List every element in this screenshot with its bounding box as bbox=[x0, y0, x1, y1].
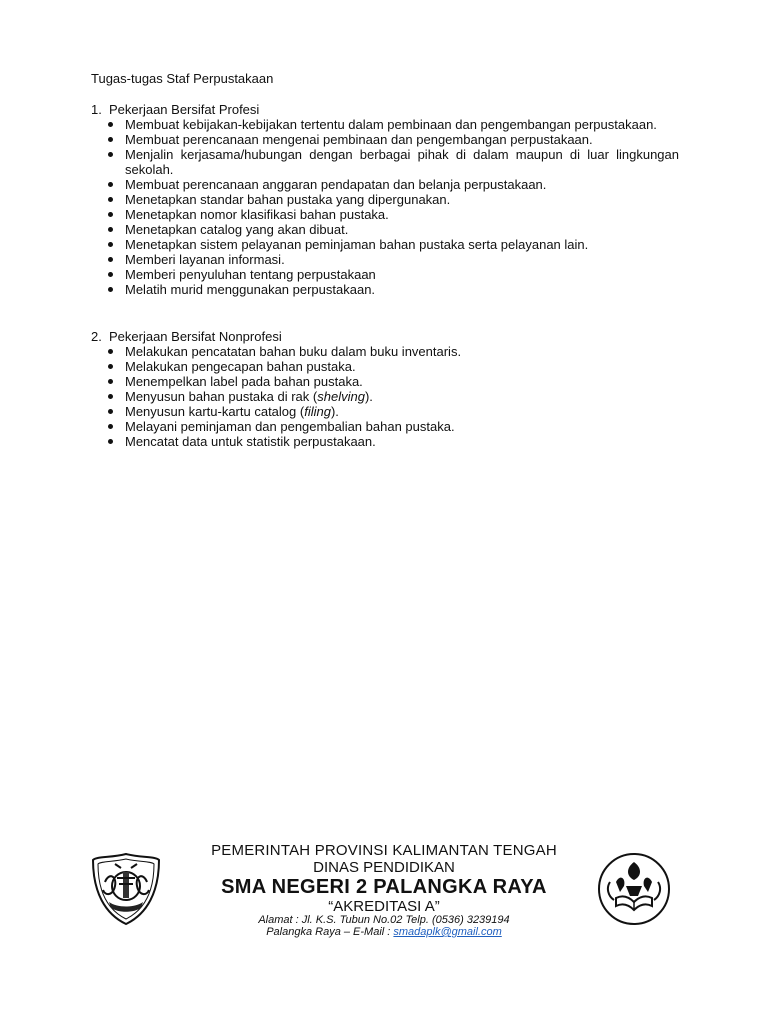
list-item: Mencatat data untuk statistik perpustakaan. bbox=[91, 434, 679, 449]
list-item: Menyusun bahan pustaka di rak (shelving). bbox=[91, 389, 679, 404]
letterhead-contact bbox=[172, 926, 596, 938]
letterhead-agency: DINAS PENDIDIKAN bbox=[313, 859, 455, 876]
letterhead-accreditation: “AKREDITASI A” bbox=[328, 898, 440, 915]
list-item: Memberi penyuluhan tentang perpustakaan bbox=[91, 267, 679, 282]
school-letterhead bbox=[0, 836, 768, 946]
bullet-list bbox=[91, 117, 679, 297]
list-item: Menetapkan nomor klasifikasi bahan pustaka. bbox=[91, 207, 679, 222]
list-item: Melatih murid menggunakan perpustakaan. bbox=[91, 282, 679, 297]
list-item: Membuat kebijakan-kebijakan tertentu dalam pembinaan dan pengembangan perpustakaan. bbox=[91, 117, 679, 132]
list-item: Membuat perencanaan mengenai pembinaan dan pengembangan perpustakaan. bbox=[91, 132, 679, 147]
list-item: Melakukan pengecapan bahan pustaka. bbox=[91, 359, 679, 374]
letterhead-address: Alamat : Jl. K.S. Tubun No.02 Telp. (0536) 3239194 bbox=[258, 914, 510, 926]
section-heading bbox=[91, 329, 679, 344]
list-item: Melakukan pencatatan bahan buku dalam buku inventaris. bbox=[91, 344, 679, 359]
document-title: Tugas-tugas Staf Perpustakaan bbox=[91, 71, 274, 86]
section-heading bbox=[91, 102, 679, 117]
list-item: Memberi layanan informasi. bbox=[91, 252, 679, 267]
list-item: Menempelkan label pada bahan pustaka. bbox=[91, 374, 679, 389]
letterhead-province: PEMERINTAH PROVINSI KALIMANTAN TENGAH bbox=[211, 842, 557, 859]
section-number: 1. bbox=[91, 102, 102, 117]
section-heading-text: Pekerjaan Bersifat Profesi bbox=[109, 102, 260, 117]
email-link[interactable]: smadaplk@gmail.com bbox=[393, 926, 502, 938]
tut-wuri-handayani-icon bbox=[596, 852, 672, 926]
section-number: 2. bbox=[91, 329, 102, 344]
list-item: Menetapkan catalog yang akan dibuat. bbox=[91, 222, 679, 237]
provincial-emblem-icon bbox=[91, 852, 161, 926]
emphasis-term: filing bbox=[304, 404, 331, 419]
list-item: Menetapkan standar bahan pustaka yang dipergunakan. bbox=[91, 192, 679, 207]
section-nonprofesi bbox=[91, 329, 679, 449]
letterhead-school-name: SMA NEGERI 2 PALANGKA RAYA bbox=[221, 876, 547, 898]
section-profesi bbox=[91, 102, 679, 297]
emphasis-term: shelving bbox=[317, 389, 365, 404]
letterhead-city-email-label: Palangka Raya – E-Mail : bbox=[266, 926, 394, 938]
section-heading-text: Pekerjaan Bersifat Nonprofesi bbox=[109, 329, 282, 344]
list-item: Menjalin kerjasama/hubungan dengan berbagai pihak di dalam maupun di luar lingkungan sekolah. bbox=[91, 147, 679, 177]
bullet-list bbox=[91, 344, 679, 449]
list-item: Melayani peminjaman dan pengembalian bahan pustaka. bbox=[91, 419, 679, 434]
list-item: Menyusun kartu-kartu catalog (filing). bbox=[91, 404, 679, 419]
list-item: Menetapkan sistem pelayanan peminjaman bahan pustaka serta pelayanan lain. bbox=[91, 237, 679, 252]
list-item: Membuat perencanaan anggaran pendapatan dan belanja perpustakaan. bbox=[91, 177, 679, 192]
